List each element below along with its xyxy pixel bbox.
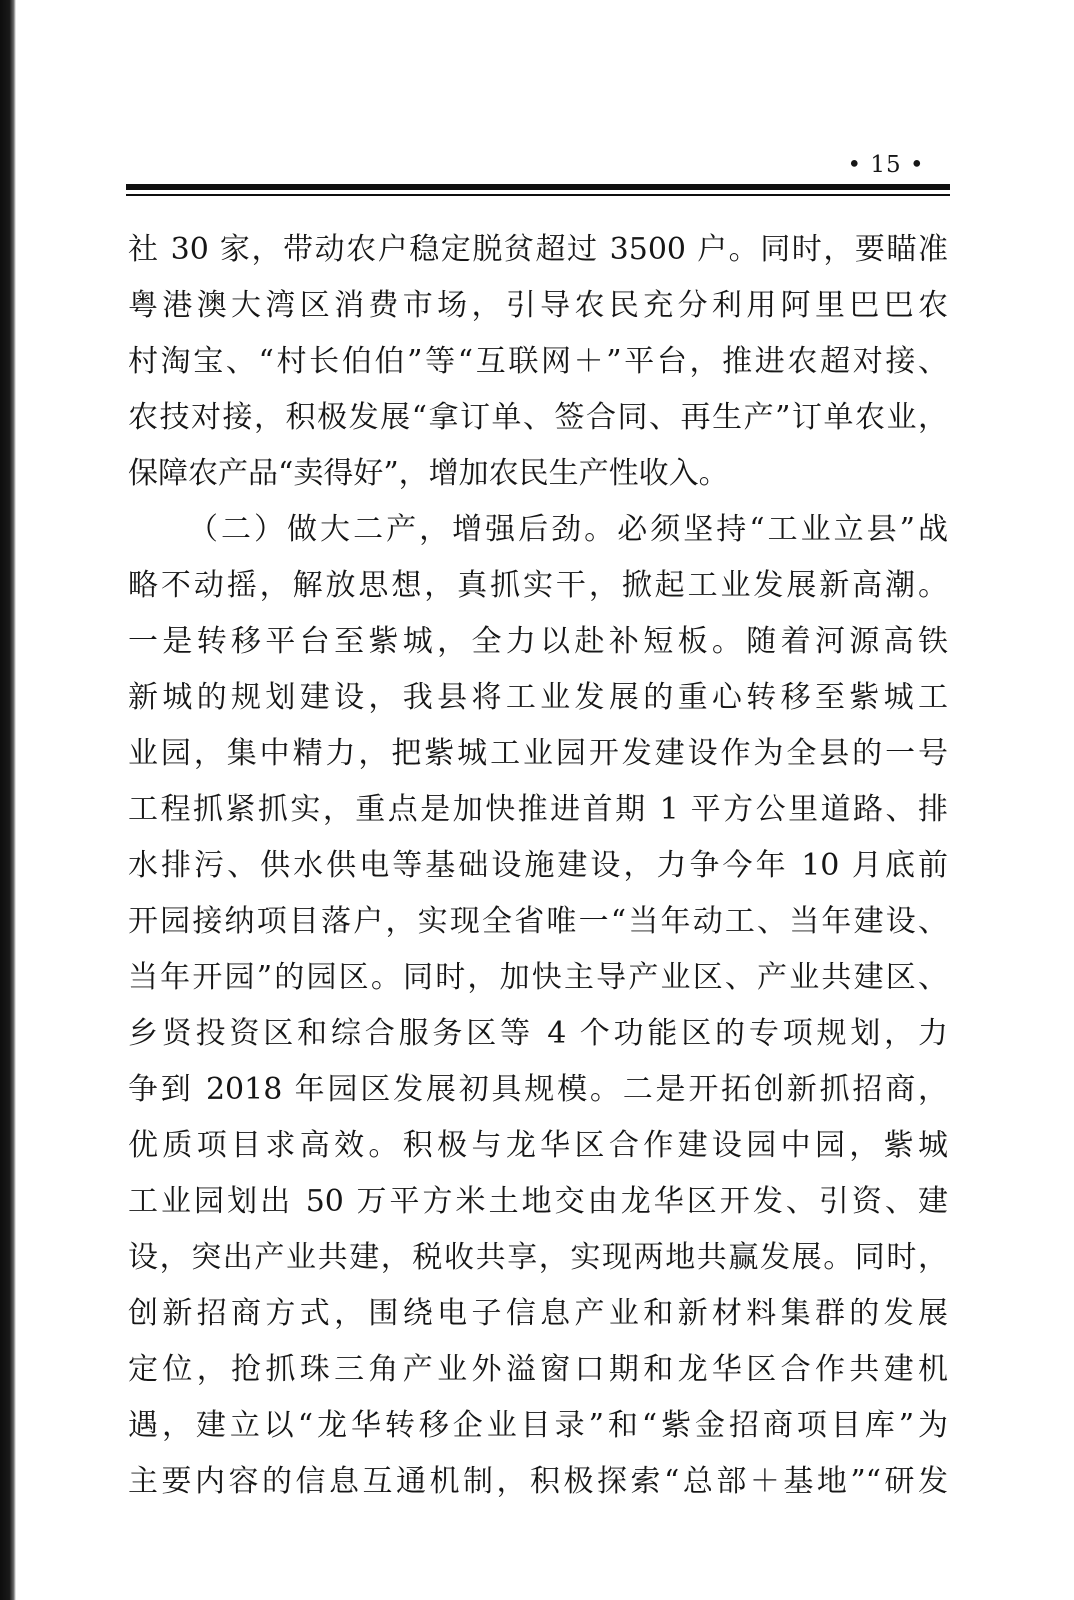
body-text	[128, 222, 948, 1510]
text-line: 粤港澳大湾区消费市场，引导农民充分利用阿里巴巴农	[128, 288, 948, 323]
text-line: 保障农产品“卖得好”，增加农民生产性收入。	[128, 456, 729, 491]
text-line: 乡贤投资区和综合服务区等 4 个功能区的专项规划，力	[128, 1016, 948, 1051]
text-line: 工业园划出 50 万平方米土地交由龙华区开发、引资、建	[128, 1184, 948, 1219]
text-line: 村淘宝、“村长伯伯”等“互联网＋”平台，推进农超对接、	[128, 344, 948, 379]
text-line: 工程抓紧抓实，重点是加快推进首期 1 平方公里道路、排	[128, 792, 948, 827]
scan-edge	[0, 0, 16, 1600]
section-first-line-rest: 必须坚持“工业立县”战	[617, 512, 948, 547]
text-line: 当年开园”的园区。同时，加快主导产业区、产业共建区、	[128, 960, 948, 995]
text-line: 略不动摇，解放思想，真抓实干，掀起工业发展新高潮。	[128, 568, 948, 603]
text-line: 优质项目求高效。积极与龙华区合作建设园中园，紫城	[128, 1128, 948, 1163]
text-line: 一是转移平台至紫城，全力以赴补短板。随着河源高铁	[128, 624, 948, 659]
text-line: 开园接纳项目落户，实现全省唯一“当年动工、当年建设、	[128, 904, 948, 939]
header-rule-thin	[126, 194, 950, 196]
page-number: • 15 •	[847, 152, 925, 178]
text-line: 业园，集中精力，把紫城工业园开发建设作为全县的一号	[128, 736, 948, 771]
text-line: 争到 2018 年园区发展初具规模。二是开拓创新抓招商，	[128, 1072, 948, 1107]
section-first-line	[128, 502, 948, 558]
text-line: 设，突出产业共建，税收共享，实现两地共赢发展。同时，	[128, 1240, 948, 1275]
text-line: 定位，抢抓珠三角产业外溢窗口期和龙华区合作共建机	[128, 1352, 948, 1387]
text-line: 新城的规划建设，我县将工业发展的重心转移至紫城工	[128, 680, 948, 715]
header-rule-thick	[126, 184, 950, 190]
text-line: 遇，建立以“龙华转移企业目录”和“紫金招商项目库”为	[128, 1408, 948, 1443]
text-line: 农技对接，积极发展“拿订单、签合同、再生产”订单农业，	[128, 400, 948, 435]
text-line: 主要内容的信息互通机制，积极探索“总部＋基地”“研发	[128, 1464, 948, 1499]
text-line: 创新招商方式，围绕电子信息产业和新材料集群的发展	[128, 1296, 948, 1331]
text-line: 水排污、供水供电等基础设施建设，力争今年 10 月底前	[128, 848, 948, 883]
section-heading: （二）做大二产，增强后劲。	[188, 512, 618, 547]
text-line: 社 30 家，带动农户稳定脱贫超过 3500 户。同时，要瞄准	[128, 232, 948, 267]
